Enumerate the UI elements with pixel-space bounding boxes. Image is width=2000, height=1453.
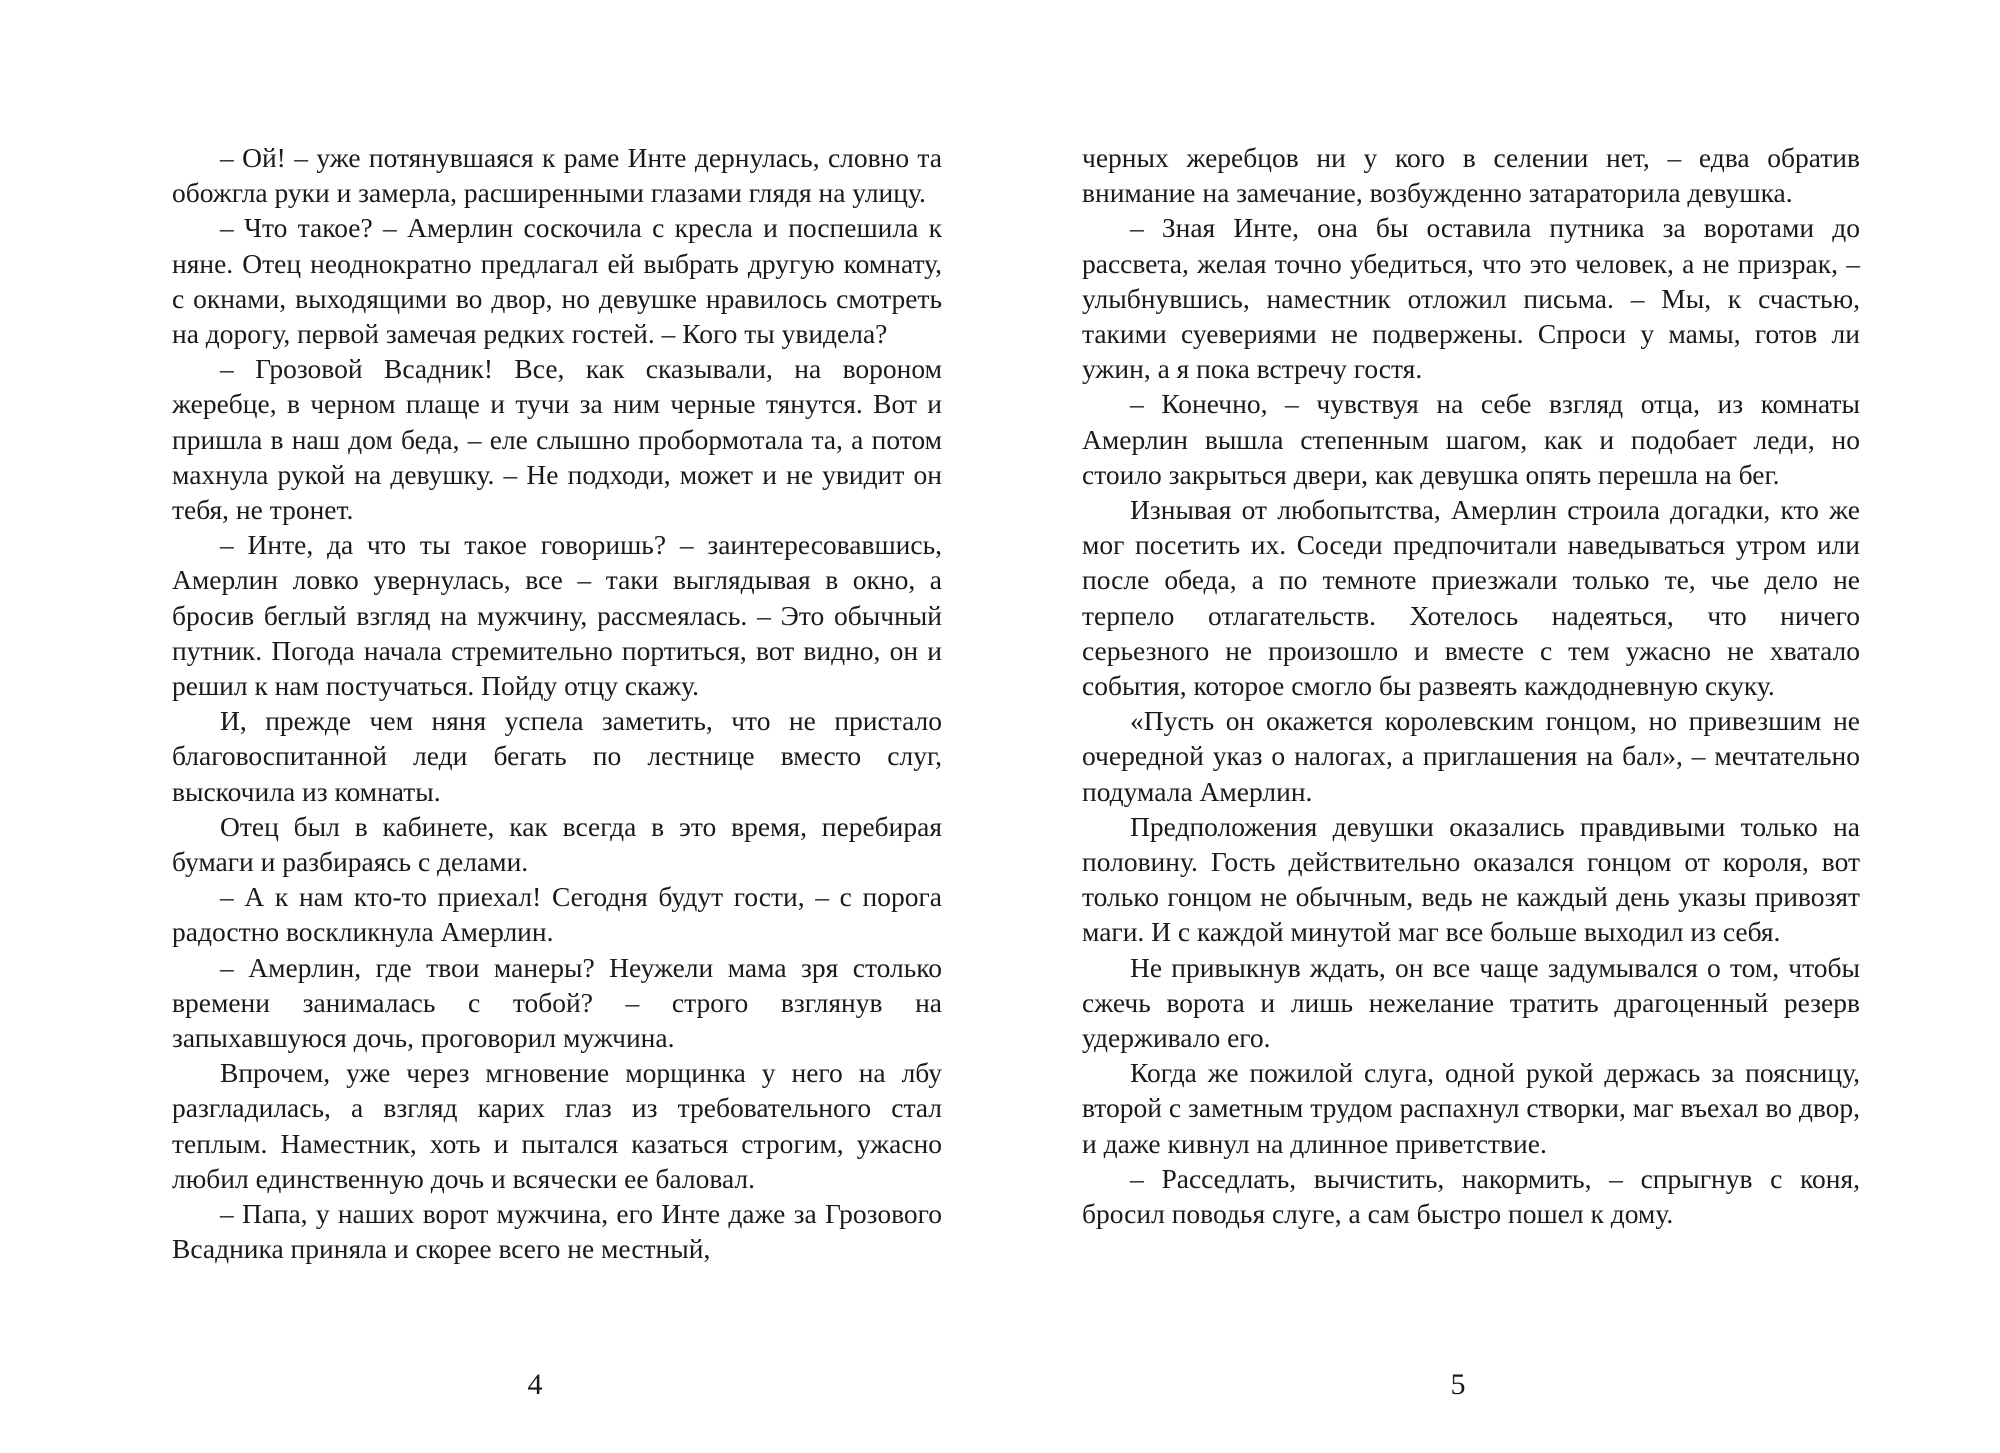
page-number-left: 4	[527, 1368, 543, 1401]
paragraph: Отец был в кабинете, как всегда в это время, перебирая бумаги и разбираясь с делами.	[172, 810, 942, 878]
paragraph: «Пусть он окажется королевским гонцом, но привезшим не очередной указ о налогах, а приглашения на бал», – мечтательно подумала Амерлин.	[1082, 705, 1860, 807]
right-page	[1000, 0, 2000, 1453]
paragraph: – Ой! – уже потянувшаяся к раме Инте дернулась, словно та обожгла руки и замерла, расширенными глазами глядя на улицу.	[172, 142, 942, 209]
paragraph: – Зная Инте, она бы оставила путника за воротами до рассвета, желая точно убедиться, что это человек, а не призрак, – улыбнувшись, наместник отложил письма. – Мы, к счастью, такими суевериями не подвержены. Спроси у мамы, готов ли ужин, а я пока встречу гостя.	[1082, 212, 1860, 385]
paragraph: – Грозовой Всадник! Все, как сказывали, на вороном жеребце, в черном плаще и тучи за ним черные тянутся. Вот и пришла в наш дом беда, – еле слышно пробормотала та, а потом махнула рукой на девушку. – Не подходи, может и не увидит он тебя, не тронет.	[172, 353, 942, 526]
paragraph: Изнывая от любопытства, Амерлин строила догадки, кто же мог посетить их. Соседи предпочитали наведываться утром или после обеда, а по темноте приезжали только те, чье дело не терпело отлагательств. Хотелось надеяться, что ничего серьезного не произошло и вместе с тем ужасно не хватало события, которое смогло бы развеять каждодневную скуку.	[1082, 494, 1860, 702]
paragraph: Когда же пожилой слуга, одной рукой держась за поясницу, второй с заметным трудом распахнул створки, маг въехал во двор, и даже кивнул на длинное приветствие.	[1082, 1057, 1860, 1159]
paragraph: Не привыкнув ждать, он все чаще задумывался о том, чтобы сжечь ворота и лишь нежелание тратить драгоценный резерв удерживало его.	[1082, 951, 1860, 1054]
paragraph-continuation: черных жеребцов ни у кого в селении нет, – едва обратив внимание на замечание, возбужденно затараторила девушка.	[1082, 142, 1860, 209]
paragraph: – Папа, у наших ворот мужчина, его Инте даже за Грозового Всадника приняла и скорее всего не местный,	[172, 1198, 942, 1265]
paragraph: – Амерлин, где твои манеры? Неужели мама зря столько времени занималась с тобой? – строго взглянув на запыхавшуюся дочь, проговорил мужчина.	[172, 951, 942, 1054]
paragraph: И, прежде чем няня успела заметить, что не пристало благовоспитанной леди бегать по лестнице вместо слуг, выскочила из комнаты.	[172, 705, 942, 807]
paragraph: – Расседлать, вычистить, накормить, – спрыгнув с коня, бросил поводья слуге, а сам быстро пошел к дому.	[1082, 1162, 1860, 1230]
left-page-text	[172, 140, 942, 1267]
right-page-text	[1082, 140, 1860, 1231]
paragraph: – А к нам кто-то приехал! Сегодня будут гости, – с порога радостно воскликнула Амерлин.	[172, 881, 942, 948]
paragraph: Впрочем, уже через мгновение морщинка у него на лбу разгладилась, а взгляд карих глаз из требовательного стал теплым. Наместник, хоть и пытался казаться строгим, ужасно любил единственную дочь и всячески ее баловал.	[172, 1057, 942, 1194]
paragraph: – Что такое? – Амерлин соскочила с кресла и поспешила к няне. Отец неоднократно предлагал ей выбрать другую комнату, с окнами, выходящими во двор, но девушке нравилось смотреть на дорогу, первой замечая редких гостей. – Кого ты увидела?	[172, 212, 942, 350]
page-number-right: 5	[1450, 1368, 1466, 1401]
paragraph: Предположения девушки оказались правдивыми только на половину. Гость действительно оказался гонцом от короля, вот только гонцом не обычным, ведь не каждый день указы привозят маги. И с каждой минутой маг все больше выходил из себя.	[1082, 810, 1860, 948]
paragraph: – Конечно, – чувствуя на себе взгляд отца, из комнаты Амерлин вышла степенным шагом, как и подобает леди, но стоило закрыться двери, как девушка опять перешла на бег.	[1082, 388, 1860, 490]
paragraph: – Инте, да что ты такое говоришь? – заинтересовавшись, Амерлин ловко увернулась, все – таки выглядывая в окно, а бросив беглый взгляд на мужчину, рассмеялась. – Это обычный путник. Погода начала стремительно портиться, вот видно, он и решил к нам постучаться. Пойду отцу скажу.	[172, 529, 942, 702]
